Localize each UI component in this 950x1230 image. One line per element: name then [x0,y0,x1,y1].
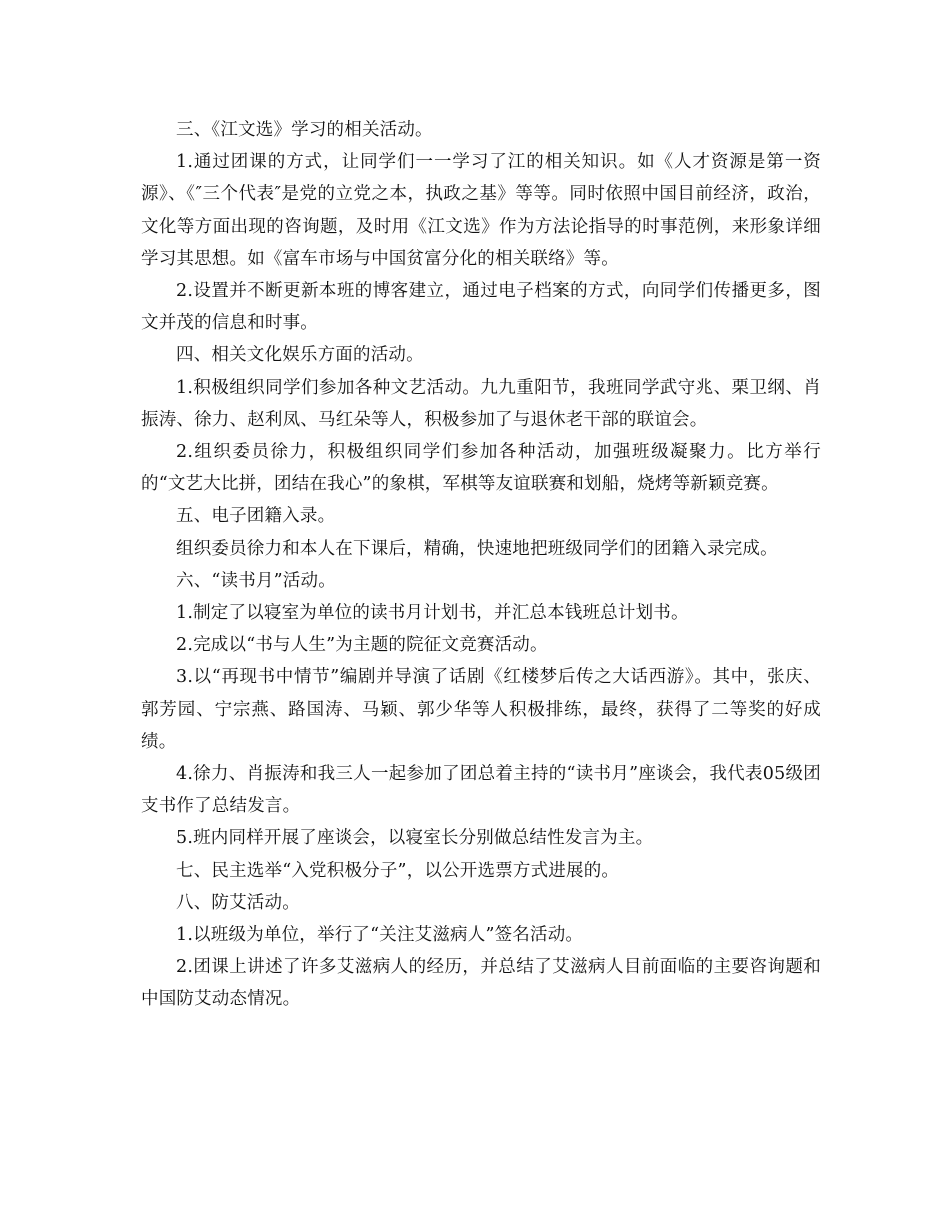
paragraph-6-1: 1.制定了以寝室为单位的读书月计划书，并汇总本钱班总计划书。 [176,603,689,624]
paragraph-8-2: 2.团课上讲述了许多艾滋病人的经历，并总结了艾滋病人目前面临的主要咨询题和中国防艾动态情况。 [141,957,821,1010]
section-heading-4: 四、相关文化娱乐方面的活动。 [176,345,424,366]
paragraph-6-3: 3.以“再现书中情节”编剧并导演了话剧《红楼梦后传之大话西游》。其中，张庆、郭芳园、宁宗燕、路国涛、马颖、郭少华等人积极排练，最终，获得了二等奖的好成绩。 [141,667,821,752]
paragraph-6-2: 2.完成以“书与人生”为主题的院征文竞赛活动。 [176,635,548,656]
section-heading-7: 七、民主选举“入党积极分子”，以公开选票方式进展的。 [176,860,620,881]
paragraph-3-2: 2.设置并不断更新本班的博客建立，通过电子档案的方式，向同学们传播更多，图文并茂的信息和时事。 [141,281,821,334]
paragraph-3-1: 1.通过团课的方式，让同学们一一学习了江的相关知识。如《人才资源是第一资源》、《″三个代表″是党的立党之本，执政之基》等等。同时依照中国目前经济，政治，文化等方面出现的咨询题，及时用《江文选》作为方法论指导的时事范例，来形象详细学习其思想。如《富车市场与中国贫富分化的相关联络》等。 [141,152,821,269]
paragraph-4-1: 1.积极组织同学们参加各种文艺活动。九九重阳节，我班同学武守兆、栗卫纲、肖振涛、徐力、赵利凤、马红朵等人，积极参加了与退休老干部的联谊会。 [141,377,821,430]
paragraph-4-2: 2.组织委员徐力，积极组织同学们参加各种活动，加强班级凝聚力。比方举行的“文艺大比拼，团结在我心”的象棋，军棋等友谊联赛和划船，烧烤等新颖竞赛。 [141,442,821,495]
section-heading-3: 三、《江文选》学习的相关活动。 [176,120,433,140]
paragraph-5-1: 组织委员徐力和本人在下课后，精确，快速地把班级同学们的团籍入录完成。 [176,538,778,559]
document-body [141,114,821,1016]
section-heading-8: 八、防艾活动。 [176,892,300,913]
paragraph-6-5: 5.班内同样开展了座谈会，以寝室长分别做总结性发言为主。 [176,828,654,849]
section-heading-6: 六、“读书月”活动。 [176,570,336,591]
paragraph-6-4: 4.徐力、肖振涛和我三人一起参加了团总着主持的“读书月”座谈会，我代表05级团支书作了总结发言。 [141,764,821,817]
section-heading-5: 五、电子团籍入录。 [176,506,336,527]
paragraph-8-1: 1.以班级为单位，举行了“关注艾滋病人”签名活动。 [176,925,584,946]
